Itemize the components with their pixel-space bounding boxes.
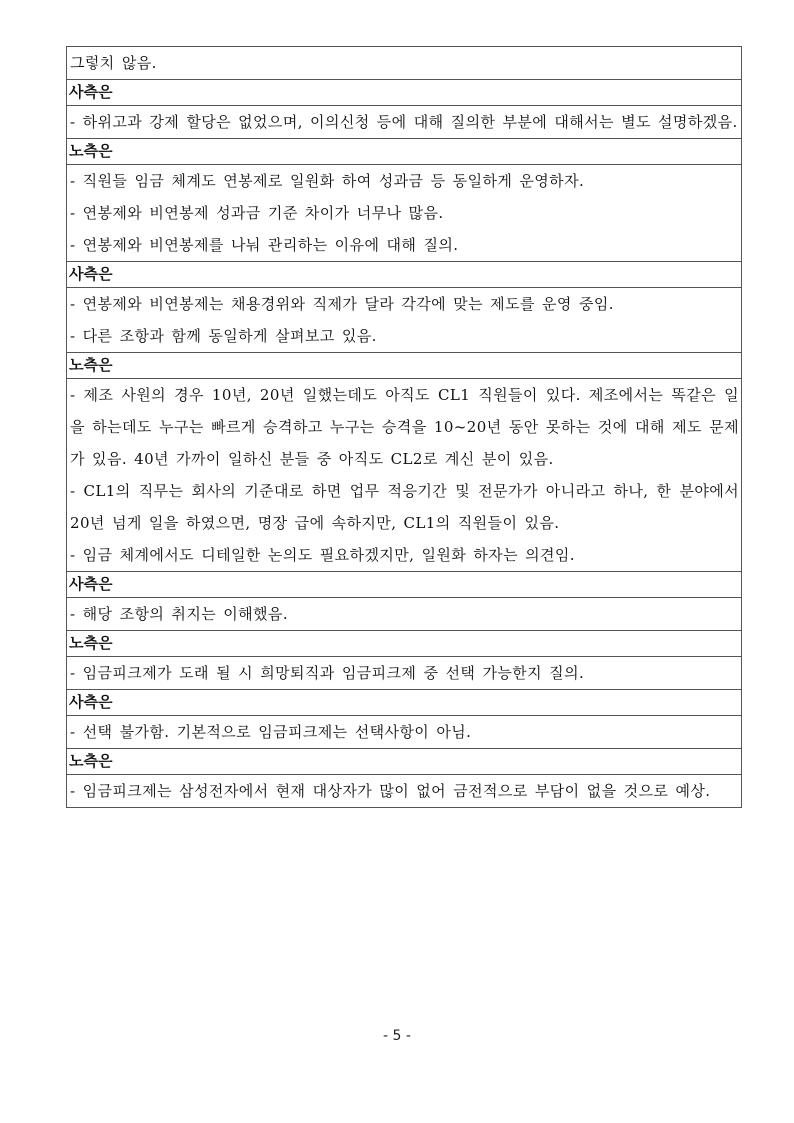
content-row xyxy=(67,165,742,262)
speaker-row xyxy=(67,572,742,598)
speaker-label: 사측은 xyxy=(67,572,742,598)
content-row xyxy=(67,379,742,572)
content-cell xyxy=(67,165,742,262)
content-paragraph: - 해당 조항의 취지는 이해했음. xyxy=(70,605,288,623)
content-cell xyxy=(67,47,742,80)
speaker-row xyxy=(67,80,742,106)
content-paragraph: - 임금피크제는 삼성전자에서 현재 대상자가 많이 없어 금전적으로 부담이 없을 것으로 예상. xyxy=(70,782,711,800)
speaker-row xyxy=(67,631,742,657)
speaker-label: 노측은 xyxy=(67,139,742,165)
speaker-label: 노측은 xyxy=(67,749,742,775)
content-paragraph: - 임금 체계에서도 디테일한 논의도 필요하겠지만, 일원화 하자는 의견임. xyxy=(70,546,575,564)
content-row xyxy=(67,657,742,690)
speaker-label: 노측은 xyxy=(67,353,742,379)
content-row xyxy=(67,288,742,353)
speaker-label: 사측은 xyxy=(67,690,742,716)
speaker-label: 사측은 xyxy=(67,80,742,106)
content-cell xyxy=(67,379,742,572)
speaker-row xyxy=(67,353,742,379)
content-row xyxy=(67,106,742,139)
minutes-table xyxy=(66,46,742,808)
content-row xyxy=(67,716,742,749)
content-paragraph: - 다른 조항과 함께 동일하게 살펴보고 있음. xyxy=(70,327,377,345)
content-paragraph: - CL1의 직무는 회사의 기준대로 하면 업무 적응기간 및 전문가가 아니라고 하나, 한 분야에서 20년 넘게 일을 하였으면, 명장 급에 속하지만, CL1의 직원들이 있음. xyxy=(70,482,739,532)
content-paragraph: - 하위고과 강제 할당은 없었으며, 이의신청 등에 대해 질의한 부분에 대해서는 별도 설명하겠음. xyxy=(70,113,738,131)
content-cell xyxy=(67,106,742,139)
content-row xyxy=(67,47,742,80)
content-paragraph: - 직원들 임금 체계도 연봉제로 일원화 하여 성과금 등 동일하게 운영하자. xyxy=(70,172,585,190)
content-paragraph: - 연봉제와 비연봉제를 나눠 관리하는 이유에 대해 질의. xyxy=(70,236,459,254)
content-paragraph: - 선택 불가함. 기본적으로 임금피크제는 선택사항이 아님. xyxy=(70,723,472,741)
content-paragraph: - 임금피크제가 도래 될 시 희망퇴직과 임금피크제 중 선택 가능한지 질의. xyxy=(70,664,585,682)
content-row xyxy=(67,775,742,808)
content-cell xyxy=(67,288,742,353)
content-paragraph: 그렇치 않음. xyxy=(70,54,157,72)
page-number: - 5 - xyxy=(383,1028,411,1044)
minutes-table-body xyxy=(67,47,742,808)
content-paragraph: - 연봉제와 비연봉제는 채용경위와 직제가 달라 각각에 맞는 제도를 운영 중임. xyxy=(70,295,614,313)
speaker-label: 사측은 xyxy=(67,262,742,288)
content-paragraph: - 제조 사원의 경우 10년, 20년 일했는데도 아직도 CL1 직원들이 있다. 제조에서는 똑같은 일을 하는데도 누구는 빠르게 승격하고 누구는 승격을 10~20년 동안 못하는 것에 대해 제도 문제가 있음. 40년 가까이 일하신 분들 중 아직도 CL2로 계신 분이 있음. xyxy=(70,386,739,468)
content-cell xyxy=(67,775,742,808)
content-cell xyxy=(67,657,742,690)
speaker-row xyxy=(67,749,742,775)
speaker-row xyxy=(67,139,742,165)
speaker-row xyxy=(67,690,742,716)
speaker-label: 노측은 xyxy=(67,631,742,657)
speaker-row xyxy=(67,262,742,288)
content-paragraph: - 연봉제와 비연봉제 성과금 기준 차이가 너무나 많음. xyxy=(70,204,444,222)
content-cell xyxy=(67,716,742,749)
content-row xyxy=(67,598,742,631)
content-cell xyxy=(67,598,742,631)
